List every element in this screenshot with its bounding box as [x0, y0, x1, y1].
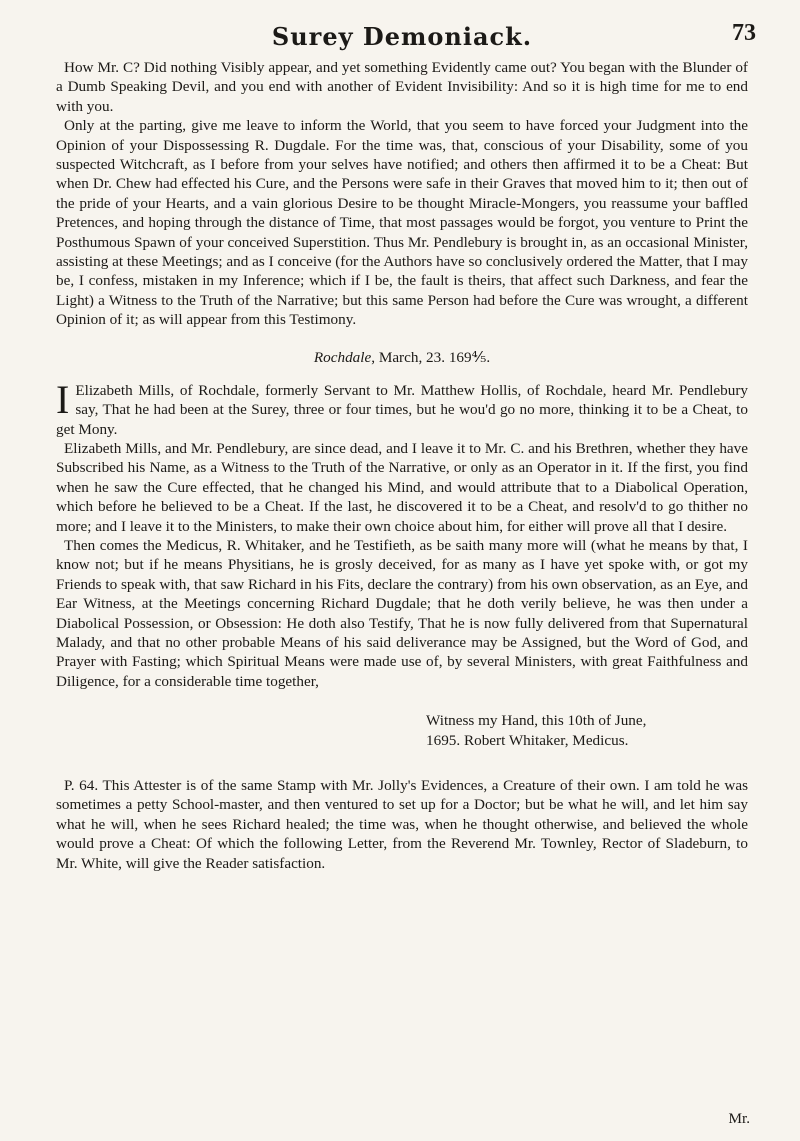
paragraph-closing: P. 64. This Attester is of the same Stamp with Mr. Jolly's Evidences, a Creature of their own. I am told he was sometimes a petty School-master, and then ventured to set up for a Doctor; but be what he will, and let him say what he will, when he sees Richard healed; the time was, when he thought otherwise, and believed the whole would prove a Cheat: Of which the following Letter, from the Reverend Mr. Townley, Rector of Sladeburn, to Mr. White, will give the Reader satisfaction. [56, 777, 748, 872]
deposition [56, 376, 748, 692]
dateline-place: Rochdale [313, 348, 372, 366]
deposition-first-text: Elizabeth Mills, of Rochdale, formerly Servant to Mr. Matthew Hollis, of Rochdale, heard Mr. Pendlebury say, That he had been at the Surey, three or four times, but he wou'd go no more, thinking it to be a Cheat, to get Mony. [56, 381, 748, 438]
signature-line-2: 1695. Robert Whitaker, Medicus. [426, 731, 629, 749]
page-number: 73 [732, 20, 756, 46]
section-gap [56, 750, 748, 776]
running-head-title: Surey Demoniack. [271, 22, 533, 51]
signature-line-1: Witness my Hand, this 10th of June, [426, 712, 647, 730]
paragraph-opening: How Mr. C? Did nothing Visibly appear, and yet something Evidently came out? You began with the Blunder of a Dumb Speaking Devil, and you end with another of Evident Invisibility: And so it is high time for me to end with you. [56, 59, 748, 115]
running-head [56, 18, 756, 58]
dateline-date: , March, 23. 169⅘. [371, 348, 491, 366]
paragraph-judgment: Only at the parting, give me leave to inform the World, that you seem to have forced your Judgment into the Opinion of your Dispossessing R. Dugdale. For the time was, that, conscious of your Disability, some of you suspected Witchcraft, as I before from your selves have notified; and others then affirmed it to be a Cheat: But when Dr. Chew had effected his Cure, and the Persons were safe in their Graves that moved him to it; then out of the pride of your Hearts, and a vain glorious Desire to be thought Miracle-Mongers, you reassume your baffled Pretences, and hoping through the distance of Time, that most passages would be forgot, you venture to Print the Posthumous Spawn of your conceived Superstition. Thus Mr. Pendlebury is brought in, as an occasional Minister, assisting at these Meetings; and as I conceive (for the Authors have so conclusively ordered the Matter, that I may be, I confess, mistaken in my Inference; which if I be, the fault is theirs, that affect such Darkness, and fear the Light) a Witness to the Truth of the Narrative; but this same Person had before the Cure was wrought, a different Opinion of it; as will appear from this Testimony. [56, 117, 748, 329]
deposition-paragraph-third: Then comes the Medicus, R. Whitaker, and he Testifieth, as be saith many more will (what he means by that, I know not; but if he means Physitians, he is grosly deceived, for as many as I have yet spoke with, or got my Friends to speak with, that saw Richard in his Fits, declare the contrary) from his own observation, as an Eye, and Ear Witness, at the Meetings concerning Richard Dugdale; that he doth verily believe, he was then under a Diabolical Possession, or Obsession: He doth also Testify, That he is now fully delivered from that Supernatural Malady, and that no other probable Means of his said deliverance may be Assigned, but the Word of God, and Prayer with Fasting; which Spiritual Means were made use of, by several Ministers, with great Faithfulness and Diligence, for a considerable time together, [56, 536, 748, 690]
dateline [56, 348, 748, 367]
catchword: Mr. [728, 1110, 750, 1127]
deposition-paragraph-second: Elizabeth Mills, and Mr. Pendlebury, are since dead, and I leave it to Mr. C. and his Brethren, whether they have Subscribed his Name, as a Witness to the Truth of the Narrative, or only as an Operator in it. If the first, you find when he saw the Cure effected, that he changed his Mind, and would attribute that to a Diabolical Operation, which before he believed to be a Cheat. If the last, he discovered it to be a Cheat, and resolv'd to go thither no more; and I leave it to the Ministers, to make their own choice about him, for either will prove all that I desire. [56, 439, 748, 535]
signature-block [56, 711, 748, 750]
deposition-paragraph-first [56, 376, 748, 439]
drop-cap: I [56, 376, 70, 422]
